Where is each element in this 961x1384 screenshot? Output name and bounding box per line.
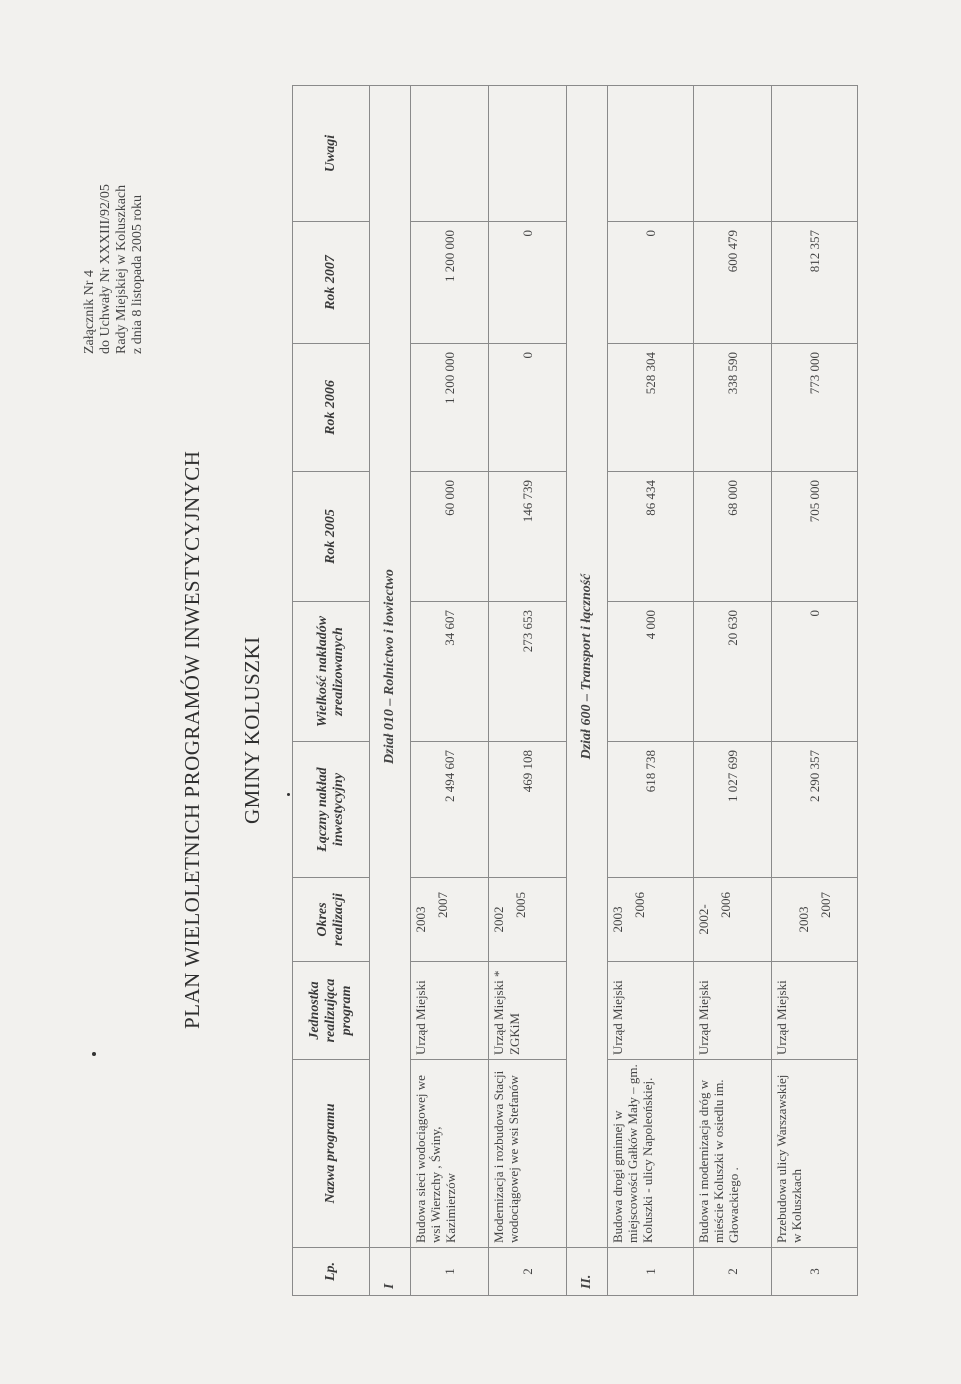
- cell-total: 1 027 699: [694, 742, 772, 878]
- cell-notes: [489, 86, 567, 222]
- cell-2005: 86 434: [608, 472, 694, 602]
- period-start: 2003: [610, 906, 625, 933]
- cell-2006: 528 304: [608, 344, 694, 472]
- attachment-note: [82, 184, 146, 354]
- section-lp: I: [370, 1248, 411, 1296]
- period-start: 2002-: [696, 904, 711, 935]
- attachment-line: z dnia 8 listopada 2005 roku: [130, 194, 145, 354]
- cell-2005: 705 000: [772, 472, 858, 602]
- header-notes: Uwagi: [293, 86, 370, 222]
- header-period: Okres realizacji: [293, 878, 370, 962]
- cell-notes: [772, 86, 858, 222]
- cell-2005: 146 739: [489, 472, 567, 602]
- cell-2007: 0: [489, 222, 567, 344]
- cell-lp: 1: [608, 1248, 694, 1296]
- table-row: [694, 86, 772, 1296]
- cell-period: [608, 878, 694, 962]
- cell-total: 618 738: [608, 742, 694, 878]
- cell-period: [411, 878, 489, 962]
- cell-period: [489, 878, 567, 962]
- cell-unit: Urząd Miejski * ZGKiM: [489, 962, 567, 1060]
- period-end: 2007: [435, 892, 450, 918]
- period-end: 2005: [513, 892, 528, 918]
- cell-realized: 273 653: [489, 602, 567, 742]
- period-end: 2006: [718, 892, 733, 918]
- section-row: [370, 86, 411, 1296]
- cell-2007: 600 479: [694, 222, 772, 344]
- period-start: 2003: [795, 906, 811, 933]
- cell-realized: 34 607: [411, 602, 489, 742]
- cell-2005: 60 000: [411, 472, 489, 602]
- cell-unit: Urząd Miejski: [411, 962, 489, 1060]
- scan-speck: [287, 793, 290, 796]
- cell-realized: 0: [772, 602, 858, 742]
- investment-table: [292, 85, 858, 1296]
- cell-unit: Urząd Miejski: [772, 962, 858, 1060]
- cell-realized: 4 000: [608, 602, 694, 742]
- section-row: [567, 86, 608, 1296]
- cell-name: Budowa drogi gminnej w miejscowości Gałków Mały – gm. Koluszki - ulicy Napoleońskiej.: [608, 1060, 694, 1248]
- table-row: [411, 86, 489, 1296]
- header-total: Łączny nakład inwestycyjny: [293, 742, 370, 878]
- period-end: 2006: [632, 892, 647, 918]
- header-2006: Rok 2006: [293, 344, 370, 472]
- title-line-2: GMINY KOLUSZKI: [240, 636, 264, 824]
- scan-speck: [92, 1052, 96, 1056]
- cell-lp: 3: [772, 1248, 858, 1296]
- cell-2006: 338 590: [694, 344, 772, 472]
- header-unit: Jednostka realizująca program: [293, 962, 370, 1060]
- cell-name: Przebudowa ulicy Warszawskiej w Koluszkach: [772, 1060, 858, 1248]
- period-start: 2002: [491, 906, 506, 933]
- period-start: 2003: [413, 906, 428, 933]
- cell-lp: 1: [411, 1248, 489, 1296]
- cell-name: Modernizacja i rozbudowa Stacji wodociągowej we wsi Stefanów: [489, 1060, 567, 1248]
- cell-period: [772, 878, 858, 962]
- header-realized: Wielkość nakładów zrealizowanych: [293, 602, 370, 742]
- period-end: 2007: [817, 892, 833, 918]
- cell-2007: 0: [608, 222, 694, 344]
- title-line-1: PLAN WIELOLETNICH PROGRAMÓW INWESTYCYJNYCH: [180, 450, 204, 1029]
- cell-total: 2 290 357: [772, 742, 858, 878]
- cell-realized: 20 630: [694, 602, 772, 742]
- header-2005: Rok 2005: [293, 472, 370, 602]
- cell-notes: [608, 86, 694, 222]
- header-lp: Lp.: [293, 1248, 370, 1296]
- cell-notes: [411, 86, 489, 222]
- table-row: [772, 86, 858, 1296]
- cell-lp: 2: [694, 1248, 772, 1296]
- cell-2006: 773 000: [772, 344, 858, 472]
- cell-unit: Urząd Miejski: [608, 962, 694, 1060]
- cell-2007: 1 200 000: [411, 222, 489, 344]
- cell-notes: [694, 86, 772, 222]
- cell-total: 469 108: [489, 742, 567, 878]
- cell-lp: 2: [489, 1248, 567, 1296]
- cell-unit: Urząd Miejski: [694, 962, 772, 1060]
- section-name: Dział 010 – Rolnictwo i łowiectwo: [370, 86, 411, 1248]
- attachment-line: Załącznik Nr 4: [82, 270, 97, 354]
- table-row: [608, 86, 694, 1296]
- cell-2007: 812 357: [772, 222, 858, 344]
- cell-total: 2 494 607: [411, 742, 489, 878]
- attachment-line: Rady Miejskiej w Koluszkach: [114, 184, 129, 354]
- cell-period: [694, 878, 772, 962]
- cell-2006: 1 200 000: [411, 344, 489, 472]
- attachment-line: do Uchwały Nr XXXIII/92/05: [98, 184, 113, 354]
- section-lp: II.: [567, 1248, 608, 1296]
- cell-name: Budowa i modernizacja dróg w mieście Koluszki w osiedlu im. Głowackiego .: [694, 1060, 772, 1248]
- header-2007: Rok 2007: [293, 222, 370, 344]
- cell-2005: 68 000: [694, 472, 772, 602]
- cell-name: Budowa sieci wodociągowej we wsi Wierzchy , Świny, Kazimierzów: [411, 1060, 489, 1248]
- table-row: [489, 86, 567, 1296]
- table-header-row: [293, 86, 370, 1296]
- section-name: Dział 600 – Transport i łączność: [567, 86, 608, 1248]
- cell-2006: 0: [489, 344, 567, 472]
- header-name: Nazwa programu: [293, 1060, 370, 1248]
